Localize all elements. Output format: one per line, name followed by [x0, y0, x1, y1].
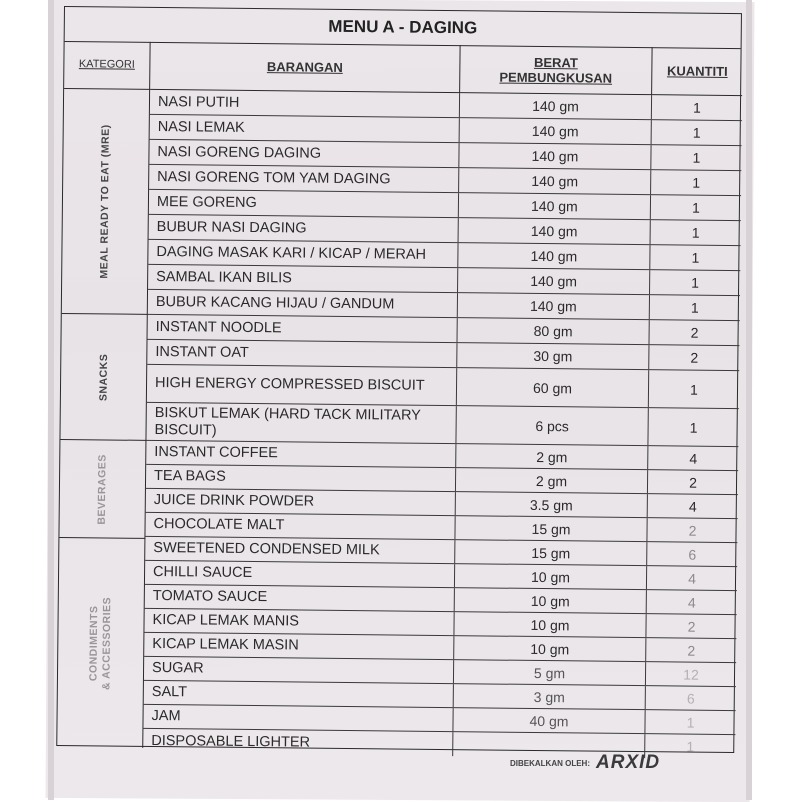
- item-quantity: 2: [688, 522, 697, 539]
- item-weight: 30 gm: [457, 343, 649, 369]
- item-name: DAGING MASAK KARI / KICAP / MERAH: [148, 240, 458, 267]
- header-weight: [460, 45, 652, 95]
- item-name: BUBUR KACANG HIJAU / GANDUM: [148, 290, 458, 317]
- header-item: BARANGAN: [150, 42, 460, 93]
- item-weight: 10 gm: [455, 588, 647, 613]
- packet-edge-right: [746, 0, 752, 800]
- item-weight: 3.5 gm: [456, 492, 648, 517]
- item-name: NASI GORENG DAGING: [149, 140, 459, 167]
- item-name: KICAP LEMAK MANIS: [144, 609, 454, 635]
- item-quantity: 2: [687, 618, 696, 635]
- item-quantity: 1: [691, 224, 700, 241]
- category-condiments-line1: CONDIMENTS: [87, 604, 101, 681]
- item-name: MEE GORENG: [149, 190, 459, 217]
- category-condiments-label: [87, 596, 114, 689]
- header-category: KATEGORI: [64, 41, 150, 90]
- item-quantity: 1: [690, 299, 699, 316]
- item-weight: 140 gm: [460, 118, 652, 144]
- item-weight: 10 gm: [454, 636, 646, 661]
- item-name: NASI PUTIH: [150, 90, 460, 117]
- item-quantity: 2: [689, 474, 698, 491]
- item-name: CHILLI SAUCE: [145, 561, 455, 587]
- item-name: NASI GORENG TOM YAM DAGING: [149, 165, 459, 192]
- item-weight: 3 gm: [454, 684, 646, 709]
- category-snacks: [60, 314, 147, 441]
- item-name: HIGH ENERGY COMPRESSED BISCUIT: [147, 365, 457, 405]
- item-quantity: 12: [683, 666, 699, 683]
- category-beverages: [59, 440, 146, 539]
- category-mre-label: MEAL READY TO EAT (MRE): [98, 124, 113, 279]
- item-name: SUGAR: [144, 657, 454, 683]
- item-quantity: 4: [687, 594, 696, 611]
- item-name: BISKUT LEMAK (HARD TACK MILITARY BISCUIT): [146, 403, 456, 443]
- item-quantity: 2: [687, 642, 696, 659]
- header-weight-line2: PEMBUNGKUSAN: [499, 69, 613, 86]
- item-quantity: 1: [691, 249, 700, 266]
- item-quantity: 1: [692, 174, 701, 191]
- item-weight: 10 gm: [454, 612, 646, 637]
- item-name: BUBUR NASI DAGING: [149, 215, 459, 242]
- item-quantity: 1: [686, 714, 695, 731]
- item-name: JUICE DRINK POWDER: [146, 489, 456, 515]
- item-weight: 140 gm: [460, 93, 652, 119]
- item-weight: 6 pcs: [456, 406, 648, 445]
- item-weight: 140 gm: [459, 143, 651, 169]
- item-quantity: 6: [686, 690, 695, 707]
- item-name: INSTANT OAT: [147, 340, 457, 367]
- footer: [510, 752, 660, 774]
- menu-table: [56, 6, 742, 753]
- item-quantity: 1: [690, 381, 698, 398]
- item-quantity: 1: [692, 149, 701, 166]
- item-quantity: 4: [688, 570, 697, 587]
- item-name: SALT: [144, 681, 454, 707]
- item-name: SAMBAL IKAN BILIS: [148, 265, 458, 292]
- item-quantity: 1: [691, 274, 700, 291]
- item-quantity: 1: [692, 124, 701, 141]
- item-name: CHOCOLATE MALT: [145, 513, 455, 539]
- item-name: TEA BAGS: [146, 465, 456, 491]
- item-name: INSTANT NOODLE: [148, 315, 458, 342]
- item-weight: 140 gm: [458, 243, 650, 269]
- item-quantity: 1: [686, 738, 695, 755]
- table-row: [147, 365, 739, 409]
- item-weight: 15 gm: [455, 516, 647, 541]
- item-weight: 140 gm: [458, 293, 650, 319]
- category-mre: [62, 89, 150, 315]
- packet-edge-left: [48, 0, 54, 800]
- item-name: JAM: [143, 705, 453, 731]
- item-name: DISPOSABLE LIGHTER: [143, 729, 453, 756]
- item-weight: 40 gm: [453, 708, 645, 733]
- item-name: KICAP LEMAK MASIN: [144, 633, 454, 659]
- category-condiments: [57, 538, 145, 748]
- item-weight: 140 gm: [459, 193, 651, 219]
- item-name: SWEETENED CONDENSED MILK: [145, 537, 455, 563]
- item-weight: 10 gm: [455, 564, 647, 589]
- item-weight: 15 gm: [455, 540, 647, 565]
- header-weight-line1: BERAT: [533, 54, 578, 70]
- category-condiments-line2: & ACCESSORIES: [100, 596, 114, 690]
- item-weight: 140 gm: [459, 218, 651, 244]
- item-weight: 140 gm: [458, 268, 650, 294]
- item-quantity: 1: [689, 419, 698, 436]
- item-quantity: 1: [691, 199, 700, 216]
- brand-logo: ARXID: [596, 752, 661, 773]
- item-quantity: 6: [688, 546, 697, 563]
- item-quantity: 2: [690, 349, 699, 366]
- item-weight: 80 gm: [458, 318, 650, 344]
- item-weight: 140 gm: [459, 168, 651, 194]
- item-name: TOMATO SAUCE: [145, 585, 455, 611]
- header-quantity: KUANTITI: [652, 47, 742, 96]
- item-weight: 2 gm: [456, 444, 648, 469]
- supplied-by-label: DIBEKALKAN OLEH:: [510, 758, 590, 768]
- item-quantity: 1: [692, 99, 701, 116]
- item-quantity: 4: [688, 498, 697, 515]
- category-beverages-label: BEVERAGES: [96, 453, 109, 525]
- menu-title: MENU A - DAGING: [65, 7, 741, 49]
- item-quantity: 2: [690, 324, 699, 341]
- item-name: INSTANT COFFEE: [146, 441, 456, 467]
- item-name: NASI LEMAK: [150, 115, 460, 142]
- category-snacks-label: SNACKS: [97, 353, 110, 401]
- item-weight: 2 gm: [456, 468, 648, 493]
- item-weight: 60 gm: [457, 368, 649, 407]
- item-weight: 5 gm: [454, 660, 646, 685]
- item-quantity: 4: [689, 450, 698, 467]
- table-row: [146, 403, 738, 447]
